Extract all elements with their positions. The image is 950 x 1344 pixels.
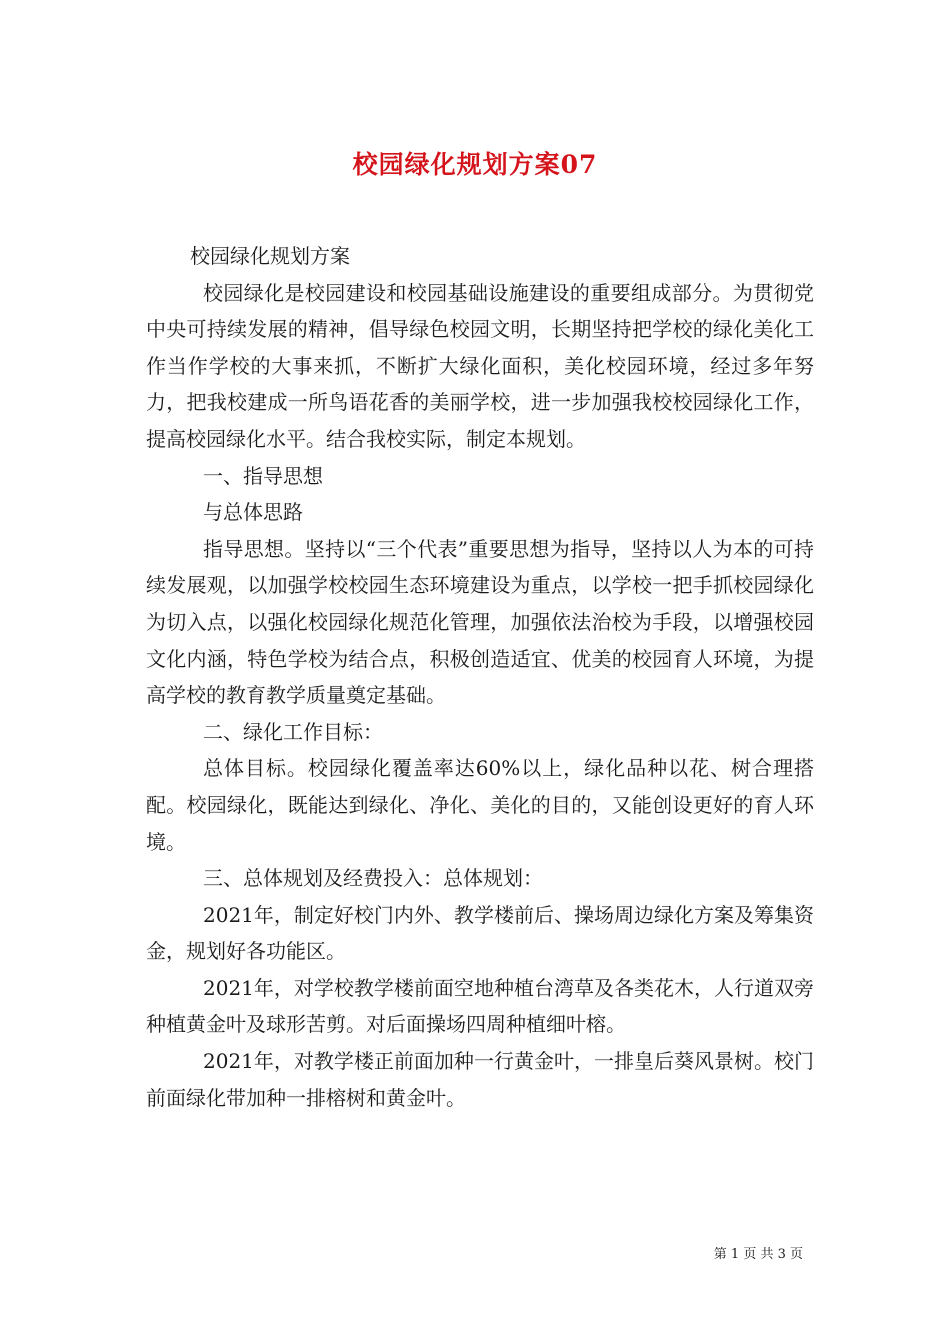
section-heading-3: 三、总体规划及经费投入：总体规划： <box>203 866 543 891</box>
paragraph-intro: 校园绿化是校园建设和校园基础设施建设的重要组成部分。为贯彻党中央可持续发展的精神，倡导绿色校园文明，长期坚持把学校的绿化美化工作当作学校的大事来抓，不断扩大绿化面积，美化校园环境，经过多年努力，把我校建成一所鸟语花香的美丽学校，进一步加强我校校园绿化工作，提高校园绿化水平。结合我校实际，制定本规划。 <box>146 280 814 451</box>
paragraph-plan-1: 2021年，制定好校门内外、教学楼前后、操场周边绿化方案及筹集资金，规划好各功能区。 <box>146 902 814 964</box>
doc-subtitle: 校园绿化规划方案 <box>190 244 350 268</box>
paragraph-plan-3: 2021年，对教学楼正前面加种一行黄金叶，一排皇后葵风景树。校门前面绿化带加种一排榕树和黄金叶。 <box>146 1049 814 1110</box>
page-title: 校园绿化规划方案07 <box>352 149 598 179</box>
section-heading-1-cont: 与总体思路 <box>203 500 303 525</box>
page-number: 第 1 页 共 3 页 <box>713 1247 803 1262</box>
paragraph-overall-goal: 总体目标。校园绿化覆盖率达60%以上，绿化品种以花、树合理搭配。校园绿化，既能达到绿化、净化、美化的目的，又能创设更好的育人环境。 <box>146 756 814 854</box>
section-heading-2: 二、绿化工作目标： <box>203 719 383 744</box>
document-body <box>146 238 814 1116</box>
paragraph-plan-2: 2021年，对学校教学楼前面空地种植台湾草及各类花木，人行道双旁种植黄金叶及球形苦剪。对后面操场四周种植细叶榕。 <box>146 975 814 1037</box>
paragraph-guiding-thought: 指导思想。坚持以“三个代表”重要思想为指导，坚持以人为本的可持续发展观，以加强学校校园生态环境建设为重点，以学校一把手抓校园绿化为切入点，以强化校园绿化规范化管理，加强依法治校为手段，以增强校园文化内涵，特色学校为结合点，积极创造适宜、优美的校园育人环境，为提高学校的教育教学质量奠定基础。 <box>146 536 814 708</box>
section-heading-1: 一、指导思想 <box>203 463 323 488</box>
